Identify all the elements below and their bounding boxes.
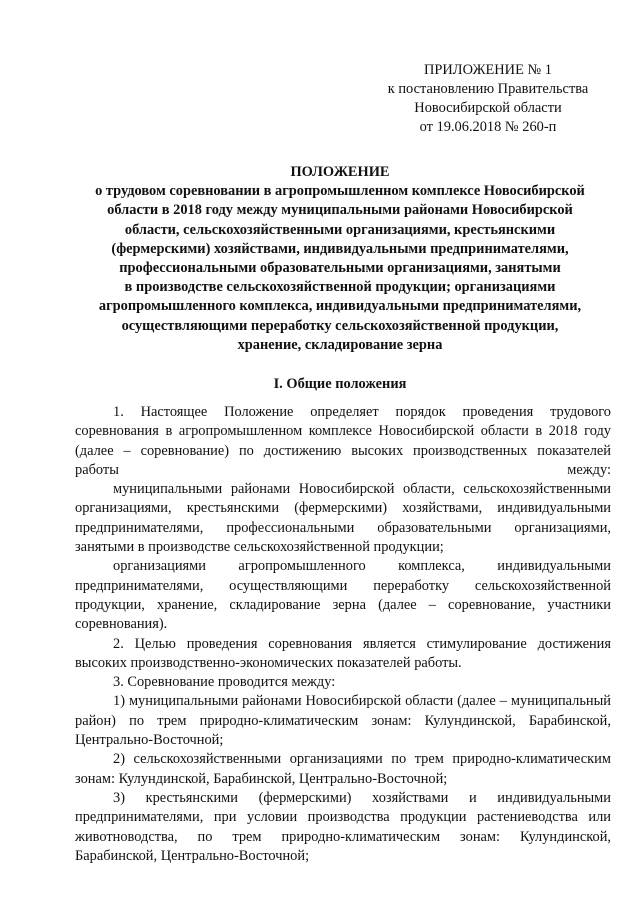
title-heading: ПОЛОЖЕНИЕ [290, 164, 390, 180]
title-line: о трудовом соревновании в агропромышленном комплексе Новосибирской [95, 183, 585, 200]
paragraph-3-item-2: 2) сельскохозяйственными организациями по трем природно-климатическим зонам: Кулундинской, Барабинской, Центрально-Восточной; [75, 751, 611, 787]
paragraph-3-item-3: 3) крестьянскими (фермерскими) хозяйствами и индивидуальными предпринимателями, при условии производства продукции растениеводства или животноводства, по трем природно-климатическим зонам: Кулундинской, Барабинской, Центрально-Восточной; [75, 789, 611, 864]
title-line: профессиональными образовательными организациями, занятыми [119, 260, 561, 277]
paragraph-list-item-processors: организациями агропромышленного комплекса, индивидуальными предпринимателями, осуществляющими переработку сельскохозяйственной продукции, хранение, складирование зерна (далее – соревнование, участники соревнования). [75, 558, 611, 633]
paragraph-list-item-districts: муниципальными районами Новосибирской области, сельскохозяйственными организациями, крестьянскими (фермерскими) хозяйствами, индивидуальными предпринимателями, профессиональными образовательными организациями, занятыми в производстве сельскохозяйственной продукции; [75, 481, 611, 556]
appendix-line: Новосибирской области [414, 100, 562, 116]
title-line: в производстве сельскохозяйственной продукции; организациями [124, 279, 556, 296]
document-body [75, 403, 611, 866]
appendix-line: ПРИЛОЖЕНИЕ № 1 [424, 62, 552, 78]
appendix-line: от 19.06.2018 № 260-п [419, 119, 557, 135]
title-line: осуществляющими переработку сельскохозяйственной продукции, [121, 317, 559, 334]
appendix-line: к постановлению Правительства [387, 81, 589, 97]
title-line: хранение, складирование зерна [237, 336, 443, 353]
paragraph-2: 2. Целью проведения соревнования является стимулирование достижения высоких производственно-экономических показателей работы. [75, 635, 611, 671]
appendix-block [380, 61, 596, 137]
section-heading: I. Общие положения [273, 376, 407, 392]
title-line: области, сельскохозяйственными организациями, крестьянскими [124, 221, 556, 238]
title-line: области в 2018 году между муниципальными районами Новосибирской [107, 202, 573, 219]
title-line: агропромышленного комплекса, индивидуальными предпринимателями, [98, 298, 582, 315]
paragraph-3: 3. Соревнование проводится между: [113, 674, 336, 691]
document-title [70, 163, 610, 355]
paragraph-3-item-1: 1) муниципальными районами Новосибирской области (далее – муниципальный район) по трем природно-климатическим зонам: Кулундинской, Барабинской, Центрально-Восточной; [75, 693, 611, 749]
paragraph-1: 1. Настоящее Положение определяет порядок проведения трудового соревнования в агропромышленном комплексе Новосибирской области в 2018 году (далее – соревнование) по достижению высоких производственных показателей работы между: [75, 404, 611, 478]
title-line: (фермерскими) хозяйствами, индивидуальными предпринимателями, [111, 240, 569, 257]
